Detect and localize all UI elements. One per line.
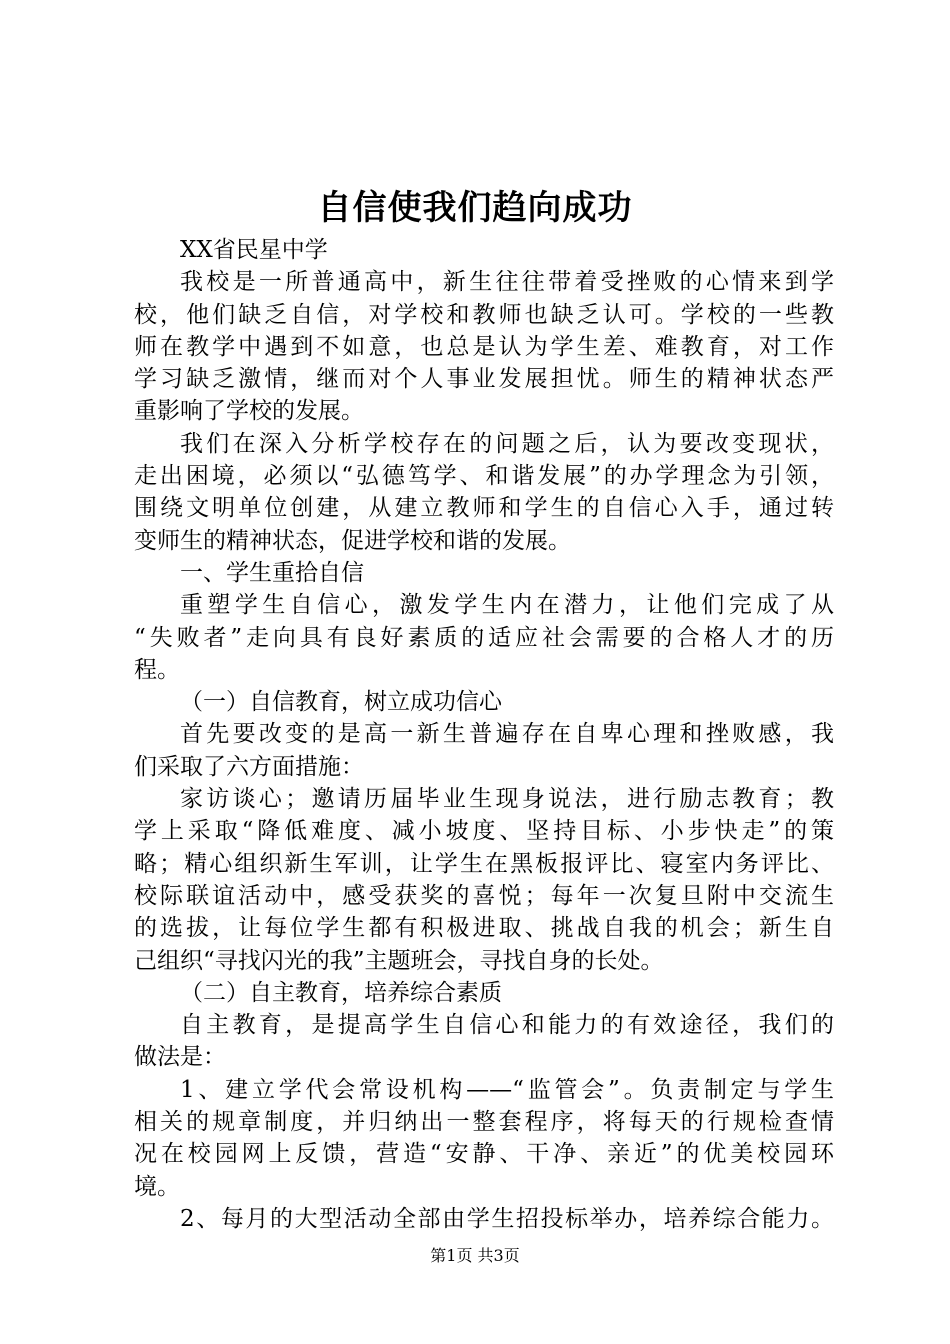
text-line: 重塑学生自信心，激发学生内在潜力，让他们完成了从 — [180, 592, 834, 619]
text-line: 1、建立学代会常设机构——“监管会”。负责制定与学生 — [180, 1076, 834, 1103]
text-line: 2、每月的大型活动全部由学生招投标举办，培养综合能力。 — [180, 1205, 834, 1232]
text-line: XX省民星中学 — [180, 237, 328, 263]
document-title: 自信使我们趋向成功 — [317, 188, 633, 228]
text-line: 相关的规章制度，并归纳出一整套程序，将每天的行规检查情 — [134, 1109, 834, 1136]
document-body — [134, 234, 834, 1235]
text-line: “失败者”走向具有良好素质的适应社会需要的合格人才的历 — [134, 624, 834, 651]
text-line: 我们在深入分析学校存在的问题之后，认为要改变现状， — [180, 430, 834, 457]
text-line: 学习缺乏激情，继而对个人事业发展担忧。师生的精神状态严 — [134, 366, 834, 393]
text-line: 们采取了六方面措施： — [134, 753, 364, 780]
text-line: 的选拔，让每位学生都有积极进取、挑战自我的机会；新生自 — [134, 915, 834, 942]
text-line: 做法是： — [134, 1044, 226, 1071]
text-line: 首先要改变的是高一新生普遍存在自卑心理和挫败感，我 — [180, 721, 834, 748]
text-line: 况在校园网上反馈，营造“安静、干净、亲近”的优美校园环 — [134, 1141, 834, 1168]
text-line: 略；精心组织新生军训，让学生在黑板报评比、寝室内务评比、 — [134, 850, 834, 877]
text-line: 程。 — [134, 656, 180, 683]
text-line: 围绕文明单位创建，从建立教师和学生的自信心入手，通过转 — [134, 495, 834, 522]
text-line: 己组织“寻找闪光的我”主题班会，寻找自身的长处。 — [134, 947, 664, 974]
text-line: （二）自主教育，培养综合素质 — [180, 979, 502, 1006]
text-line: 境。 — [134, 1173, 180, 1200]
text-line: 校际联谊活动中，感受获奖的喜悦；每年一次复旦附中交流生 — [134, 882, 834, 909]
text-line: 师在教学中遇到不如意，也总是认为学生差、难教育，对工作 — [134, 333, 834, 360]
text-line: 自主教育，是提高学生自信心和能力的有效途径，我们的 — [180, 1012, 834, 1039]
text-line: 学上采取“降低难度、减小坡度、坚持目标、小步快走”的策 — [134, 818, 834, 845]
text-line: 一、学生重拾自信 — [180, 559, 364, 586]
text-line: 我校是一所普通高中，新生往往带着受挫败的心情来到学 — [180, 269, 834, 296]
text-line: 走出困境，必须以“弘德笃学、和谐发展”的办学理念为引领， — [134, 463, 834, 490]
text-line: 重影响了学校的发展。 — [134, 398, 364, 425]
text-line: 变师生的精神状态，促进学校和谐的发展。 — [134, 527, 571, 554]
text-line: 校，他们缺乏自信，对学校和教师也缺乏认可。学校的一些教 — [134, 301, 834, 328]
text-line: 家访谈心；邀请历届毕业生现身说法，进行励志教育；教 — [180, 786, 834, 813]
text-line: （一）自信教育，树立成功信心 — [180, 689, 502, 716]
page-footer: 第1页 共3页 — [430, 1246, 520, 1265]
